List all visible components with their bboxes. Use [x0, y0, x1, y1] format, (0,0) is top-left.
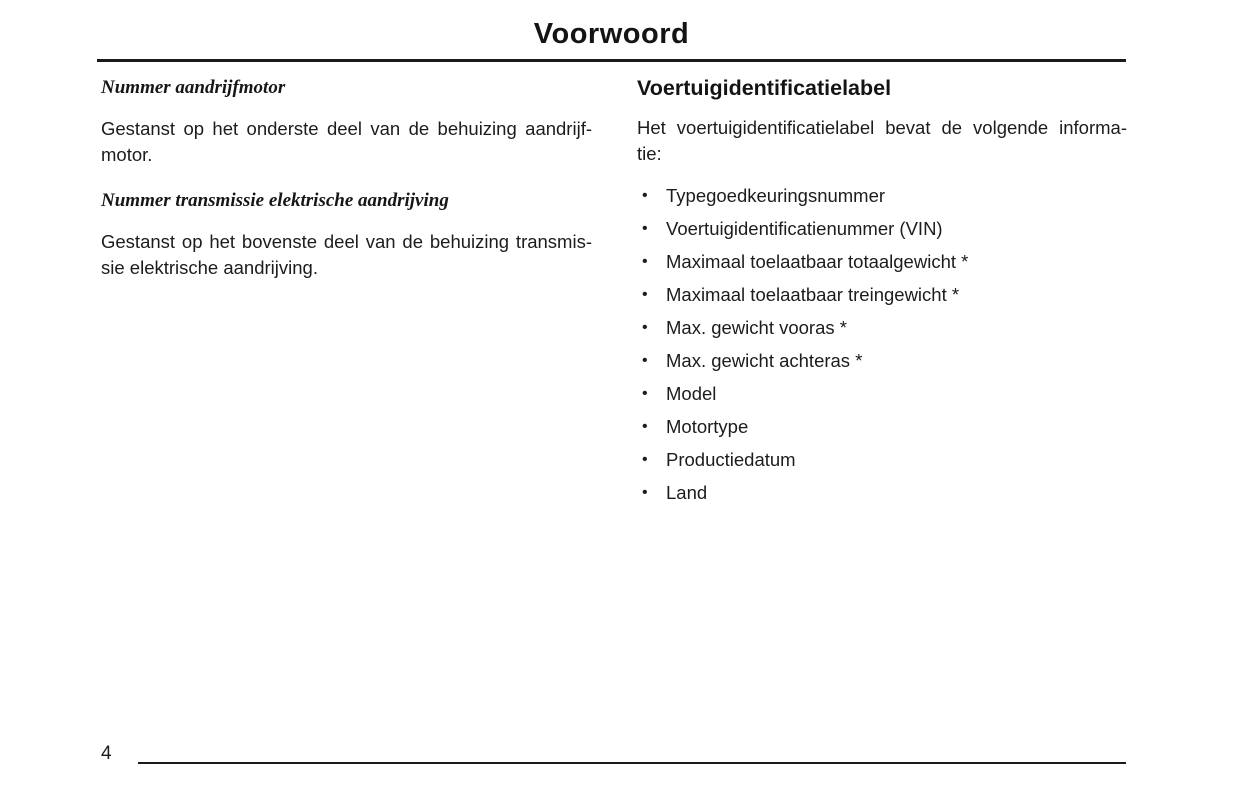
section-heading-vehicle-id-label: Voertuigidentificatielabel [637, 76, 892, 100]
list-item: • Voertuigidentificatienummer (VIN) [637, 212, 1127, 245]
paragraph-drive-motor [101, 116, 592, 168]
list-item: • Motortype [637, 410, 1127, 443]
paragraph-vehicle-id-intro [637, 115, 1127, 167]
section-heading-drive-motor-number: Nummer aandrijfmotor [101, 77, 286, 98]
right-column [637, 76, 1127, 509]
list-item: • Max. gewicht achteras * [637, 344, 1127, 377]
footer-divider [138, 762, 1126, 764]
list-item: • Maximaal toelaatbaar totaalgewicht * [637, 245, 1127, 278]
paragraph-line: motor. [101, 144, 153, 165]
left-column [101, 76, 592, 281]
section-heading-transmission-number: Nummer transmissie elektrische aandrijving [101, 190, 449, 211]
list-item: • Maximaal toelaatbaar treingewicht * [637, 278, 1127, 311]
page-title: Voorwoord [533, 18, 690, 50]
paragraph-line: Het voertuigidentificatielabel bevat de volgende informa- [637, 117, 1127, 138]
paragraph-line: Gestanst op het bovenste deel van de behuizing transmis- [101, 231, 592, 252]
paragraph-transmission [101, 229, 592, 281]
paragraph-line: Gestanst op het onderste deel van de behuizing aandrijf- [101, 118, 592, 139]
list-item: • Productiedatum [637, 443, 1127, 476]
paragraph-line: sie elektrische aandrijving. [101, 257, 318, 278]
list-item: • Max. gewicht vooras * [637, 311, 1127, 344]
title-divider [97, 59, 1126, 62]
paragraph-line: tie: [637, 143, 662, 164]
list-item: • Model [637, 377, 1127, 410]
page-number: 4 [101, 743, 112, 764]
list-item: • Typegoedkeuringsnummer [637, 179, 1127, 212]
list-item: • Land [637, 476, 1127, 509]
vehicle-id-info-list [637, 179, 1127, 509]
